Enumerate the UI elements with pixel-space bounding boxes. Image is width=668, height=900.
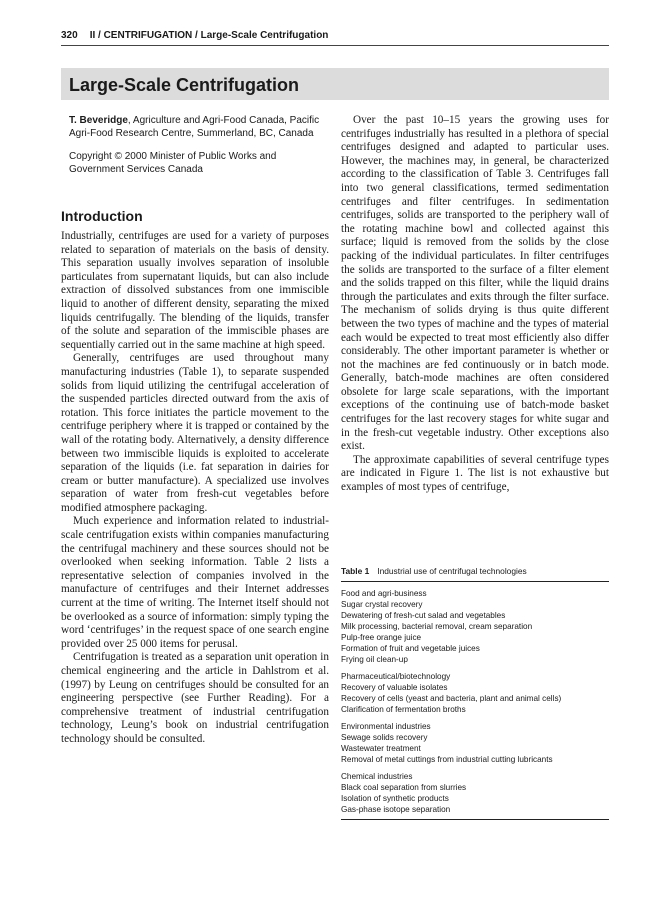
running-head [61, 30, 609, 46]
table-entry: Chemical industries [341, 772, 413, 781]
table-entry: Wastewater treatment [341, 744, 421, 753]
table-group-environmental [341, 721, 609, 765]
table-caption [341, 566, 609, 582]
table-bottom-rule [341, 819, 609, 820]
page-number: 320 [61, 30, 78, 41]
left-column [61, 114, 329, 747]
table-entry: Sewage solids recovery [341, 733, 428, 742]
table-entry: Pulp-free orange juice [341, 633, 422, 642]
table-entry: Black coal separation from slurries [341, 783, 467, 792]
table-group-pharma [341, 671, 609, 715]
author-name: T. Beveridge [69, 115, 128, 126]
article-title: Large-Scale Centrifugation [69, 75, 300, 95]
table-entry: Environmental industries [341, 722, 431, 731]
right-paragraph-1: Over the past 10–15 years the growing uses for centrifuges industrially has resulted in a plethora of special centrifuges designed and adapted to particular uses. However, the machines may, in general, be characterized according to the classification of Table 3. Centrifuges fall into two general classifications, termed sedimentation centrifuges and filter centrifuges. In sedimentation centrifuges, solids are transported to the periphery wall of the rotating machine bowl and collected against this surface; liquid is removed from the solids by the close packing of the individual particulates. In filter centrifuges the solids are transported to the surface of a filter element and the solids trapped on this filter, while the liquid drains through the particulates and exits through the filter surface. The mechanism of solids drying is thus quite different between the two types of machine and the types of material each would be expected to treat most efficiently also differ considerably. The other important parameter is whether or not the machines are fed continuously or in batch mode. Generally, batch-mode machines are often considered obsolete for large scale separations, with the important exceptions of the continuing use of batch-mode basket centrifuges for the last recovery stages for white sugar and in the fresh-cut vegetable industry. Other exceptions also exist. [341, 114, 609, 453]
affiliation-text: , Agriculture and Agri-Food Canada, Pacific Agri-Food Research Centre, Summerland, BC, Canada [69, 115, 320, 139]
author-block [69, 114, 329, 176]
table-entry: Frying oil clean-up [341, 655, 408, 664]
table-entry: Isolation of synthetic products [341, 794, 449, 803]
intro-paragraph-2: Generally, centrifuges are used throughout many manufacturing industries (Table 1), to separate suspended solids from liquid utilizing the centrifugal acceleration of the suspended particles directed outward from the axis of rotation. This force initiates the particle movement to the centrifuge periphery where it is trapped or contained by the wall of the rotating body. Alternatively, a density difference between two immiscible liquids is exploited to accelerate separation of the liquids (i.e. fat separation in dairies for cream or butter manufacture). A specialized use involves separation of water from fresh-cut vegetables before modified atmosphere packaging. [61, 352, 329, 514]
table-entry: Milk processing, bacterial removal, cream separation [341, 622, 533, 631]
table-entry: Recovery of cells (yeast and bacteria, plant and animal cells) [341, 694, 562, 703]
section-title: II / CENTRIFUGATION / Large-Scale Centrifugation [89, 30, 329, 41]
table-caption-text: Industrial use of centrifugal technologies [377, 566, 527, 576]
right-column [341, 114, 609, 495]
table-group-chemical [341, 771, 609, 815]
introduction-heading: Introduction [61, 208, 143, 224]
copyright-notice: Copyright © 2000 Minister of Public Works and Government Services Canada [69, 151, 277, 175]
author-affiliation [69, 114, 329, 140]
table-entry: Sugar crystal recovery [341, 600, 423, 609]
intro-paragraph-3: Much experience and information related to industrial-scale centrifugation exists within companies manufacturing the centrifugal machinery and these sources should not be overlooked when seeking information. Table 2 lists a representative selection of companies involved in the manufacture of centrifuges and their Internet addresses current at the time of writing. The Internet itself should not be overlooked as a source of information: simply typing the word ‘centrifuges’ in the request space of one search engine provided over 25 000 items for perusal. [61, 515, 329, 650]
table-entry: Gas-phase isotope separation [341, 805, 451, 814]
table-label: Table 1 [341, 566, 370, 576]
table-entry: Clarification of fermentation broths [341, 705, 466, 714]
table-entry: Recovery of valuable isolates [341, 683, 448, 692]
intro-paragraph-1: Industrially, centrifuges are used for a variety of purposes related to separation of materials on the basis of density. This separation usually involves separation of insoluble particulates from supernatant liquids, but can also include extraction of dissolved substances from one immiscible liquid to another of different density, separating the mixed liquids centrifugally. The blending of the liquids, transfer of the solute and separation of the immiscible phases are sequentially carried out in the same machine at high speed. [61, 230, 329, 351]
table-1 [341, 566, 609, 820]
table-group-food [341, 588, 609, 665]
table-entry: Pharmaceutical/biotechnology [341, 672, 451, 681]
table-entry: Removal of metal cuttings from industrial cutting lubricants [341, 755, 553, 764]
right-paragraph-2: The approximate capabilities of several centrifuge types are indicated in Figure 1. The list is not exhaustive but examples of most types of centrifuge, [341, 453, 609, 494]
table-entry: Dewatering of fresh-cut salad and vegetables [341, 611, 506, 620]
table-entry: Formation of fruit and vegetable juices [341, 644, 480, 653]
table-entry: Food and agri-business [341, 589, 427, 598]
intro-paragraph-4: Centrifugation is treated as a separation unit operation in chemical engineering and the article in Dahlstrom et al. (1997) by Leung on centrifuges should be consulted for an engineering perspective (see Further Reading). For a comprehensive treatment of industrial centrifugation technology, Leung’s book on industrial centrifugation technology should be consulted. [61, 651, 329, 745]
title-band [61, 68, 609, 100]
